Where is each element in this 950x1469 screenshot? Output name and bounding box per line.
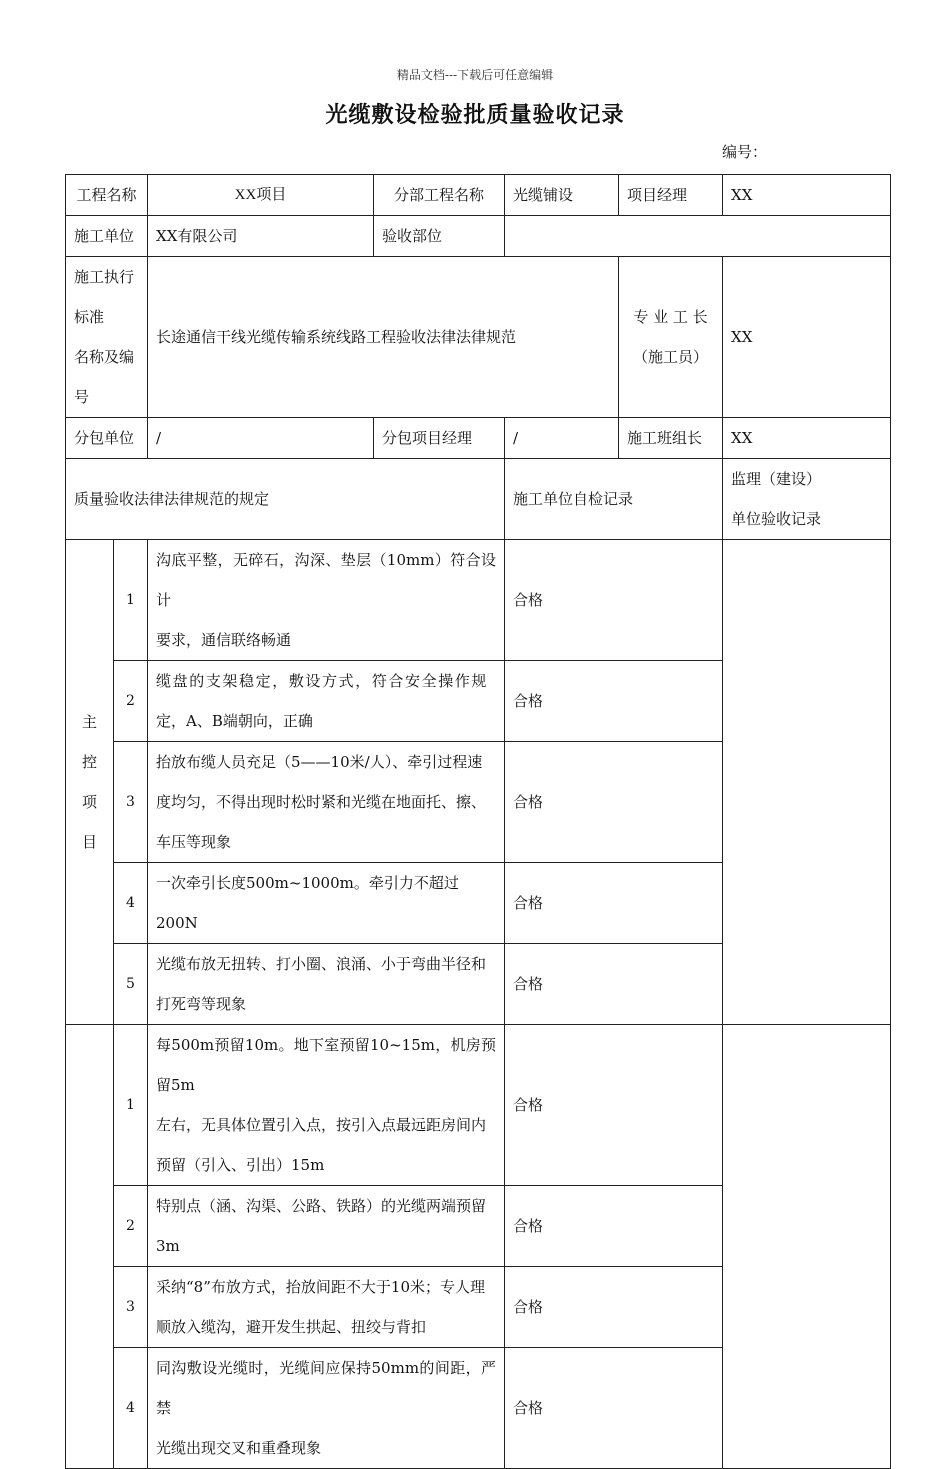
- project-manager-label: 项目经理: [619, 175, 723, 216]
- supervisor-header: [723, 459, 891, 540]
- foreman-label-line1: 专 业 工 长: [633, 308, 708, 326]
- item-number: 3: [114, 742, 148, 863]
- project-name-label: 工程名称: [66, 175, 148, 216]
- item-result: 合格: [505, 742, 723, 863]
- item-spec-line: 一次牵引长度500m~1000m。牵引力不超过200N: [156, 874, 459, 932]
- item-result: 合格: [505, 661, 723, 742]
- acceptance-part-value: [505, 216, 891, 257]
- supervisor-header-line1: 监理（建设）: [731, 470, 822, 488]
- item-number: 4: [114, 863, 148, 944]
- item-spec: [148, 661, 505, 742]
- item-spec-line: 顺放入缆沟，避开发生拱起、扭绞与背扣: [156, 1318, 427, 1336]
- category-char: 目: [81, 833, 97, 851]
- item-spec-line: 左右，无具体位置引入点，按引入点最远距房间内: [156, 1116, 487, 1134]
- spec-header: 质量验收法律法律规范的规定: [66, 459, 505, 540]
- item-result: 合格: [505, 863, 723, 944]
- project-manager-value: XX: [723, 175, 891, 216]
- item-result: 合格: [505, 540, 723, 661]
- item-number: 2: [114, 1186, 148, 1267]
- team-leader-label: 施工班组长: [619, 418, 723, 459]
- self-check-header: 施工单位自检记录: [505, 459, 723, 540]
- main-control-category: [66, 540, 114, 1025]
- item-spec-line: 打死弯等现象: [156, 995, 247, 1013]
- item-number: 1: [114, 540, 148, 661]
- item-result: 合格: [505, 1025, 723, 1186]
- document-title: 光缆敷设检验批质量验收记录: [325, 103, 625, 128]
- item-spec: [148, 944, 505, 1025]
- item-spec: [148, 540, 505, 661]
- construction-unit-label: 施工单位: [66, 216, 148, 257]
- item-spec: [148, 742, 505, 863]
- foreman-label-line2: （施工员）: [633, 348, 709, 366]
- foreman-value: XX: [723, 257, 891, 418]
- item-spec-line: 定，A、B端朝向，正确: [156, 712, 313, 730]
- standard-value: 长途通信干线光缆传输系统线路工程验收法律法律规范: [148, 257, 619, 418]
- category-char: 控: [81, 753, 97, 771]
- item-spec-line: 缆盘的支架稳定，敷设方式，符合安全操作规: [156, 672, 489, 690]
- item-spec-line: 光缆出现交叉和重叠现象: [156, 1439, 322, 1457]
- sub-project-value: 光缆铺设: [505, 175, 619, 216]
- item-result: 合格: [505, 944, 723, 1025]
- standard-label: [66, 257, 148, 418]
- item-spec-line: 光缆布放无扭转、打小圈、浪涌、小于弯曲半径和: [156, 955, 487, 973]
- subcontractor-value: /: [148, 418, 374, 459]
- item-result: 合格: [505, 1267, 723, 1348]
- category-char: 项: [81, 793, 97, 811]
- item-result: 合格: [505, 1186, 723, 1267]
- item-spec-line: 预留（引入、引出）15m: [156, 1156, 325, 1174]
- item-spec: [148, 1186, 505, 1267]
- item-number: 4: [114, 1348, 148, 1469]
- sub-pm-value: /: [505, 418, 619, 459]
- item-spec-line: 要求，通信联络畅通: [156, 631, 292, 649]
- doc-number-label: 编号：: [722, 143, 768, 161]
- standard-label-line1: 施工执行标准: [74, 268, 135, 326]
- standard-label-line2: 名称及编号: [74, 348, 135, 406]
- category-char: 主: [81, 713, 97, 731]
- main-control-supervisor-cell: [723, 540, 891, 1025]
- foreman-label: [619, 257, 723, 418]
- item-spec: [148, 1025, 505, 1186]
- general-supervisor-cell: [723, 1025, 891, 1469]
- item-spec: [148, 863, 505, 944]
- inspection-record-table: [65, 174, 891, 1469]
- construction-unit-value: XX有限公司: [148, 216, 374, 257]
- project-name-value: XX项目: [148, 175, 374, 216]
- item-number: 2: [114, 661, 148, 742]
- subcontractor-label: 分包单位: [66, 418, 148, 459]
- team-leader-value: XX: [723, 418, 891, 459]
- item-number: 1: [114, 1025, 148, 1186]
- sub-project-label: 分部工程名称: [374, 175, 505, 216]
- item-spec-line: 抬放布缆人员充足（5——10米/人）、牵引过程速: [156, 753, 483, 771]
- item-spec: [148, 1348, 505, 1469]
- header-note: 精品文档---下载后可任意编辑: [396, 68, 554, 82]
- item-result: 合格: [505, 1348, 723, 1469]
- item-number: 5: [114, 944, 148, 1025]
- supervisor-header-line2: 单位验收记录: [731, 510, 822, 528]
- general-category: [66, 1025, 114, 1469]
- item-spec-line: 车压等现象: [156, 833, 232, 851]
- acceptance-part-label: 验收部位: [374, 216, 505, 257]
- item-spec-line: 同沟敷设光缆时，光缆间应保持50mm的间距，严禁: [156, 1359, 497, 1417]
- item-spec-line: 特别点（涵、沟渠、公路、铁路）的光缆两端预留: [156, 1197, 487, 1215]
- item-spec-line: 采纳“8”布放方式，抬放间距不大于10米；专人理: [156, 1278, 485, 1296]
- sub-pm-label: 分包项目经理: [374, 418, 505, 459]
- item-number: 3: [114, 1267, 148, 1348]
- item-spec-line: 度均匀，不得出现时松时紧和光缆在地面托、擦、: [156, 793, 487, 811]
- item-spec-line: 沟底平整，无碎石，沟深、垫层（10mm）符合设计: [156, 551, 497, 609]
- item-spec-line: 每500m预留10m。地下室预留10~15m，机房预留5m: [156, 1036, 497, 1094]
- item-spec-line: 3m: [156, 1237, 180, 1255]
- item-spec: [148, 1267, 505, 1348]
